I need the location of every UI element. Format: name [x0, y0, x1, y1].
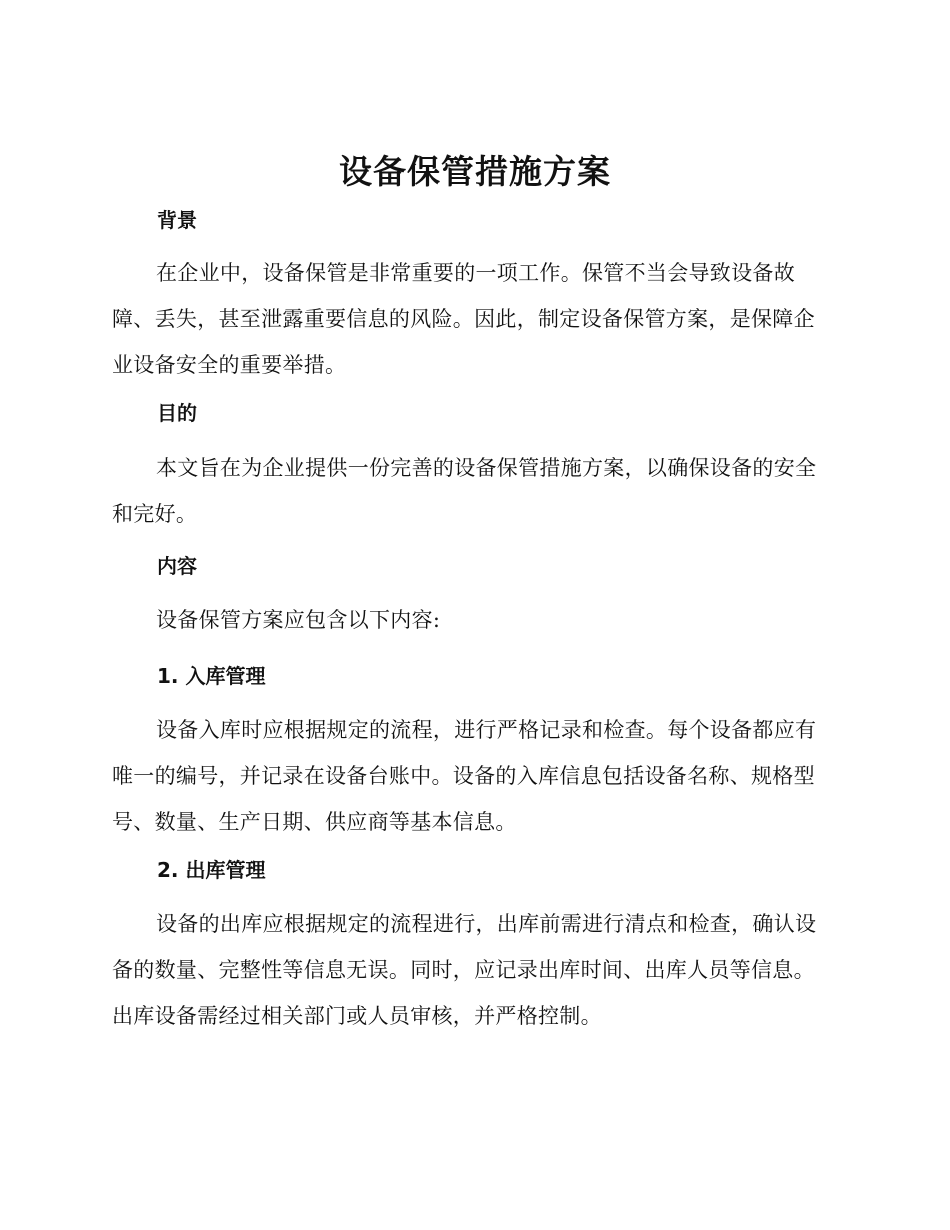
section-heading-purpose: 目的	[157, 401, 197, 425]
paragraph-inbound: 设备入库时应根据规定的流程，进行严格记录和检查。每个设备都应有唯一的编号，并记录在设备台账中。设备的入库信息包括设备名称、规格型号、数量、生产日期、供应商等基本信息。	[112, 718, 817, 834]
document-title: 设备保管措施方案	[339, 152, 611, 191]
paragraph-background: 在企业中，设备保管是非常重要的一项工作。保管不当会导致设备故障、丢失，甚至泄露重要信息的风险。因此，制定设备保管方案，是保障企业设备安全的重要举措。	[112, 261, 815, 377]
paragraph-purpose: 本文旨在为企业提供一份完善的设备保管措施方案，以确保设备的安全和完好。	[112, 456, 817, 526]
subsection-heading-inbound: 1. 入库管理	[157, 664, 266, 688]
paragraph-content-intro: 设备保管方案应包含以下内容:	[156, 608, 441, 632]
section-heading-content: 内容	[157, 554, 197, 578]
paragraph-outbound: 设备的出库应根据规定的流程进行，出库前需进行清点和检查，确认设备的数量、完整性等信息无误。同时，应记录出库时间、出库人员等信息。出库设备需经过相关部门或人员审核，并严格控制。	[112, 912, 817, 1028]
subsection-heading-outbound: 2. 出库管理	[157, 858, 266, 882]
section-heading-background: 背景	[157, 208, 197, 232]
